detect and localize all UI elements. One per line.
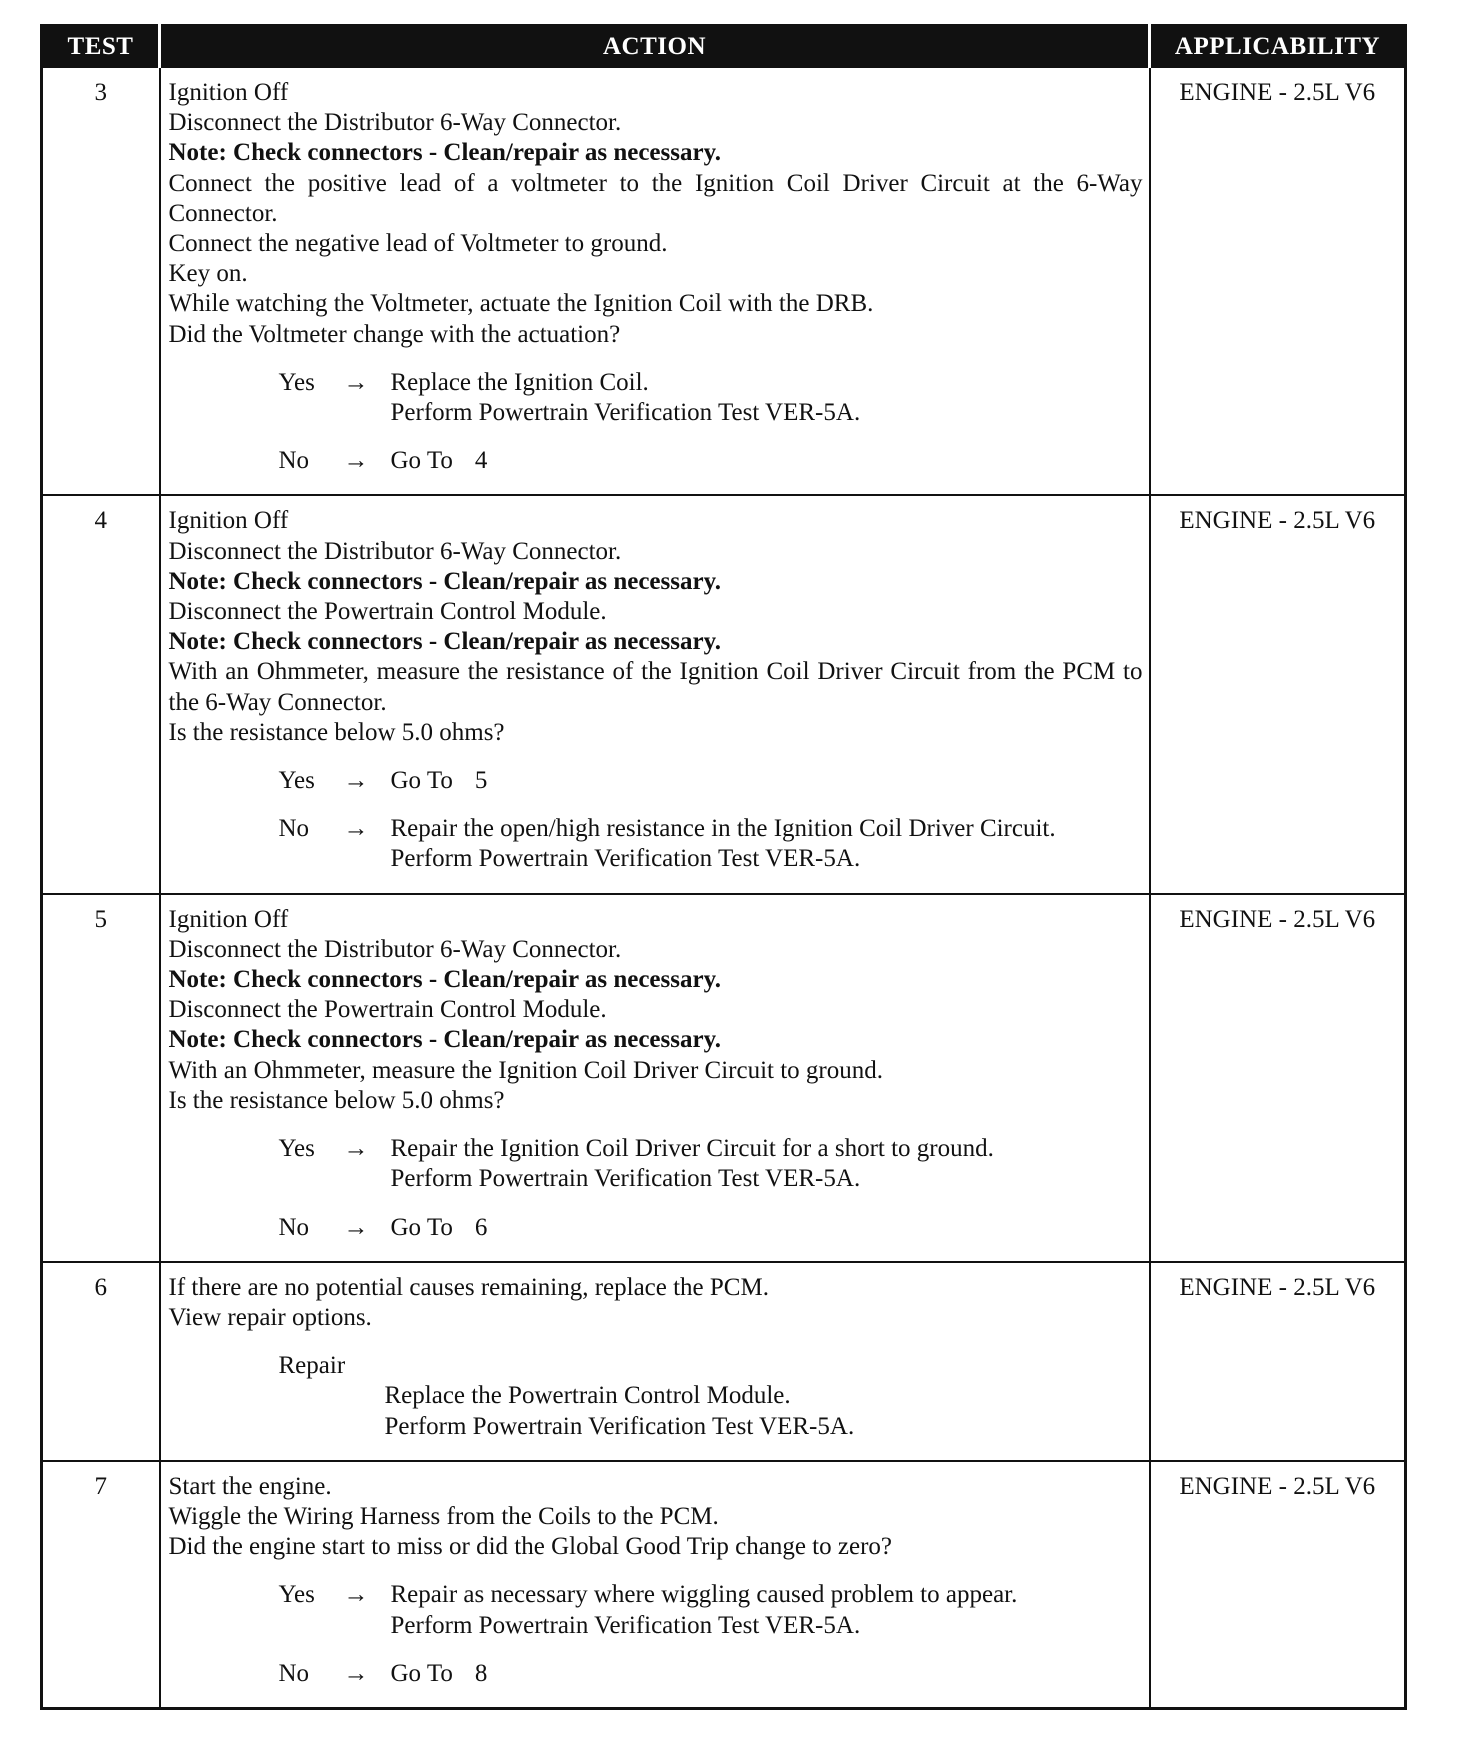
yes-result	[169, 368, 1143, 428]
yes-label: Yes	[278, 1581, 315, 1609]
table-row	[42, 1262, 1406, 1461]
action-question: Did the engine start to miss or did the Global Good Trip change to zero?	[168, 1533, 892, 1561]
result-text: Replace the Powertrain Control Module.	[384, 1382, 791, 1410]
action-step: With an Ohmmeter, measure the resistance of the Ignition Coil Driver Circuit from the PCM to the 6-Way Connector.	[168, 658, 1143, 716]
goto-text: Go To	[390, 1213, 453, 1241]
action-step: Ignition Off	[168, 507, 289, 535]
no-label: No	[278, 1213, 310, 1241]
arrow-icon: →	[343, 1135, 369, 1163]
repair-label: Repair	[278, 1352, 346, 1380]
action-step: Ignition Off	[168, 79, 289, 106]
action-cell	[160, 1262, 1150, 1461]
result-text: Perform Powertrain Verification Test VER-5A.	[390, 845, 861, 873]
test-number: 4	[42, 495, 160, 893]
no-result	[169, 446, 1143, 476]
arrow-icon: →	[343, 1581, 369, 1609]
arrow-icon: →	[343, 447, 369, 475]
test-number: 3	[42, 67, 160, 495]
action-note: Note: Check connectors - Clean/repair as necessary.	[168, 628, 721, 656]
action-cell	[160, 894, 1150, 1262]
diagnostic-test-table	[40, 24, 1407, 1710]
header-test: TEST	[42, 26, 160, 68]
test-number: 5	[42, 894, 160, 1262]
arrow-icon: →	[343, 1659, 369, 1687]
applicability-cell: ENGINE - 2.5L V6	[1150, 894, 1406, 1262]
action-step: Disconnect the Distributor 6-Way Connector.	[168, 935, 622, 963]
header-action: ACTION	[160, 26, 1150, 68]
result-text: Perform Powertrain Verification Test VER-5A.	[384, 1412, 855, 1440]
no-result	[169, 1213, 1143, 1243]
action-step: Disconnect the Distributor 6-Way Connector.	[168, 537, 622, 565]
action-step: If there are no potential causes remaining, replace the PCM.	[168, 1273, 769, 1301]
table-row	[42, 495, 1406, 893]
result-text: Repair the open/high resistance in the Ignition Coil Driver Circuit.	[390, 815, 1056, 843]
action-question: Is the resistance below 5.0 ohms?	[168, 718, 505, 746]
goto-target: 5	[474, 767, 488, 795]
table-row	[42, 67, 1406, 495]
no-label: No	[278, 815, 310, 843]
goto-text: Go To	[390, 767, 453, 795]
action-cell	[160, 1461, 1150, 1709]
action-question: Did the Voltmeter change with the actuation?	[168, 320, 621, 348]
result-text: Perform Powertrain Verification Test VER-5A.	[390, 1611, 861, 1639]
yes-result	[169, 766, 1143, 796]
header-applicability: APPLICABILITY	[1150, 26, 1406, 68]
action-question: Is the resistance below 5.0 ohms?	[168, 1086, 505, 1114]
action-step: Disconnect the Powertrain Control Module.	[168, 996, 607, 1024]
no-result	[169, 1659, 1143, 1689]
action-note: Note: Check connectors - Clean/repair as necessary.	[168, 1026, 721, 1054]
result-text: Repair as necessary where wiggling caused problem to appear.	[390, 1581, 1018, 1609]
goto-target: 4	[474, 447, 488, 475]
arrow-icon: →	[343, 815, 369, 843]
result-text: Perform Powertrain Verification Test VER-5A.	[390, 399, 861, 427]
goto-target: 8	[474, 1659, 488, 1687]
action-step: Connect the negative lead of Voltmeter to ground.	[168, 230, 668, 258]
action-note: Note: Check connectors - Clean/repair as necessary.	[168, 966, 721, 994]
result-text: Replace the Ignition Coil.	[390, 368, 649, 396]
action-cell	[160, 67, 1150, 495]
action-step: Wiggle the Wiring Harness from the Coils to the PCM.	[168, 1502, 719, 1530]
yes-label: Yes	[278, 1135, 315, 1163]
goto-target: 6	[474, 1213, 488, 1241]
applicability-cell: ENGINE - 2.5L V6	[1150, 495, 1406, 893]
table-row	[42, 894, 1406, 1262]
goto-text: Go To	[390, 1659, 453, 1687]
applicability-cell: ENGINE - 2.5L V6	[1150, 1262, 1406, 1461]
action-note: Note: Check connectors - Clean/repair as necessary.	[168, 567, 721, 595]
action-step: With an Ohmmeter, measure the Ignition Coil Driver Circuit to ground.	[168, 1056, 884, 1084]
action-step: View repair options.	[168, 1303, 372, 1331]
arrow-icon: →	[343, 368, 369, 396]
action-step: Start the engine.	[168, 1472, 332, 1500]
action-step: Disconnect the Distributor 6-Way Connector.	[168, 109, 622, 137]
arrow-icon: →	[343, 1213, 369, 1241]
test-number: 7	[42, 1461, 160, 1709]
action-step: Disconnect the Powertrain Control Module.	[168, 598, 607, 626]
table-row	[42, 1461, 1406, 1709]
result-text: Repair the Ignition Coil Driver Circuit for a short to ground.	[390, 1135, 994, 1163]
table-header-row	[42, 26, 1406, 68]
action-step: While watching the Voltmeter, actuate the Ignition Coil with the DRB.	[168, 290, 874, 318]
no-label: No	[278, 447, 310, 475]
arrow-icon: →	[343, 767, 369, 795]
action-note: Note: Check connectors - Clean/repair as necessary.	[168, 139, 721, 167]
test-number: 6	[42, 1262, 160, 1461]
applicability-cell: ENGINE - 2.5L V6	[1150, 1461, 1406, 1709]
no-label: No	[278, 1659, 310, 1687]
goto-text: Go To	[390, 447, 453, 475]
action-step: Ignition Off	[168, 905, 289, 933]
no-result	[169, 814, 1143, 874]
result-text: Perform Powertrain Verification Test VER-5A.	[390, 1165, 861, 1193]
action-cell	[160, 495, 1150, 893]
repair-result	[169, 1351, 1143, 1442]
applicability-cell: ENGINE - 2.5L V6	[1150, 67, 1406, 495]
yes-label: Yes	[278, 767, 315, 795]
diagnostic-procedure-page	[40, 24, 1404, 1710]
yes-result	[169, 1134, 1143, 1194]
action-step: Connect the positive lead of a voltmeter to the Ignition Coil Driver Circuit at the 6-Way Connector.	[168, 169, 1143, 227]
action-step: Key on.	[168, 260, 248, 288]
yes-result	[169, 1580, 1143, 1640]
yes-label: Yes	[278, 368, 315, 396]
